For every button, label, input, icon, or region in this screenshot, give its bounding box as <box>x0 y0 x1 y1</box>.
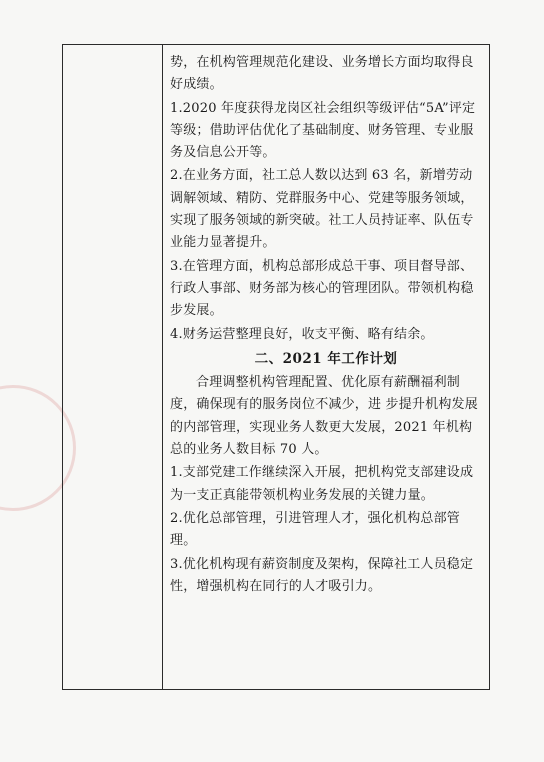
table-column-divider <box>162 44 163 690</box>
table-content-cell <box>170 52 482 599</box>
section2-item-1: 1.支部党建工作继续深入开展，把机构党支部建设成为一支正真能带领机构业务发展的关键力量。 <box>170 465 474 503</box>
section1-item-3: 3.在管理方面，机构总部形成总干事、项目督导部、行政人事部、财务部为核心的管理团队。带领机构稳步发展。 <box>170 258 474 319</box>
section1-item-1: 1.2020 年度获得龙岗区社会组织等级评估“5A”评定等级；借助评估优化了基础制度、财务管理、专业服务及信息公开等。 <box>170 100 476 161</box>
section1-item-2: 2.在业务方面，社工总人数以达到 63 名，新增劳动调解领域、精防、党群服务中心、党建等服务领域，实现了服务领域的新突破。社工人员持证率、队伍专业能力显著提升。 <box>170 168 474 251</box>
section1-item-4: 4.财务运营整理良好，收支平衡、略有结余。 <box>170 326 434 342</box>
section1-intro: 势，在机构管理规范化建设、业务增长方面均取得良好成绩。 <box>170 55 474 93</box>
section2-intro: 合理调整机构管理配置、优化原有薪酬福利制度，确保现有的服务岗位不减少，进 步提升机构发展的内部管理，实现业务人数更大发展，2021 年机构总的业务人数目标 70 人。 <box>170 375 478 458</box>
section2-heading: 二、2021 年工作计划 <box>254 350 398 367</box>
section2-item-3: 3.优化机构现有薪资制度及架构，保障社工人员稳定性，增强机构在同行的人才吸引力。 <box>170 556 474 594</box>
section2-item-2: 2.优化总部管理，引进管理人才，强化机构总部管理。 <box>170 510 461 549</box>
